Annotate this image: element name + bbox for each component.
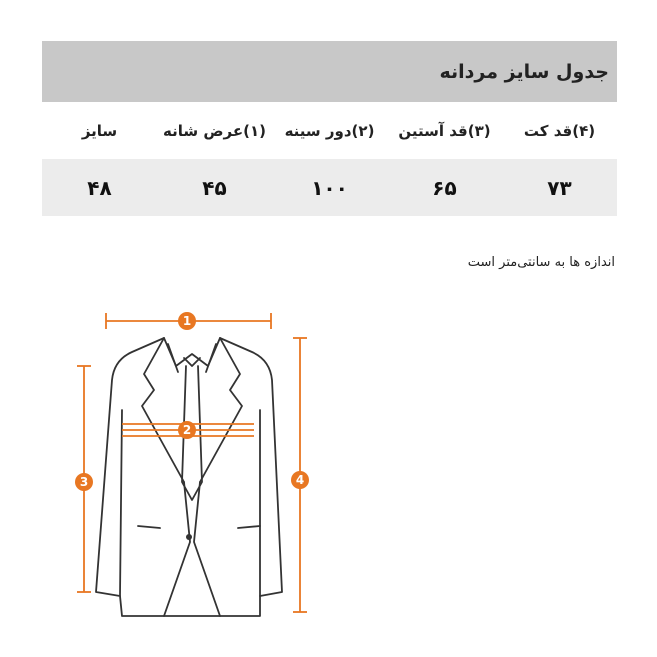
column-header-size: سایز <box>81 121 118 140</box>
blazer-outline-icon <box>60 300 340 630</box>
column-header-jacket-length: (۴)قد کت <box>523 121 596 140</box>
units-note: اندازه ها به سانتی‌متر است <box>467 255 615 270</box>
column-header-sleeve-length: (۳)قد آستین <box>398 121 491 140</box>
marker-4-label: 4 <box>295 473 305 487</box>
column-headers-row <box>42 102 617 159</box>
marker-3-label: 3 <box>79 475 89 489</box>
jacket-button <box>186 534 192 540</box>
values-row <box>42 159 617 216</box>
value-jacket-length: ۷۳ <box>547 175 572 200</box>
marker-2-label: 2 <box>182 423 192 437</box>
column-header-shoulder-width: (۱)عرض شانه <box>163 121 266 140</box>
marker-1-label: 1 <box>182 314 192 328</box>
value-sleeve-length: ۶۵ <box>432 175 457 200</box>
value-size: ۴۸ <box>87 175 112 200</box>
value-shoulder-width: ۴۵ <box>202 175 227 200</box>
table-header <box>42 41 617 102</box>
table-title: جدول سایز مردانه <box>439 60 609 83</box>
size-chart-table <box>42 41 617 216</box>
jacket-diagram <box>60 300 340 630</box>
column-header-chest: (۲)دور سینه <box>284 121 375 140</box>
value-chest: ۱۰۰ <box>311 175 348 200</box>
